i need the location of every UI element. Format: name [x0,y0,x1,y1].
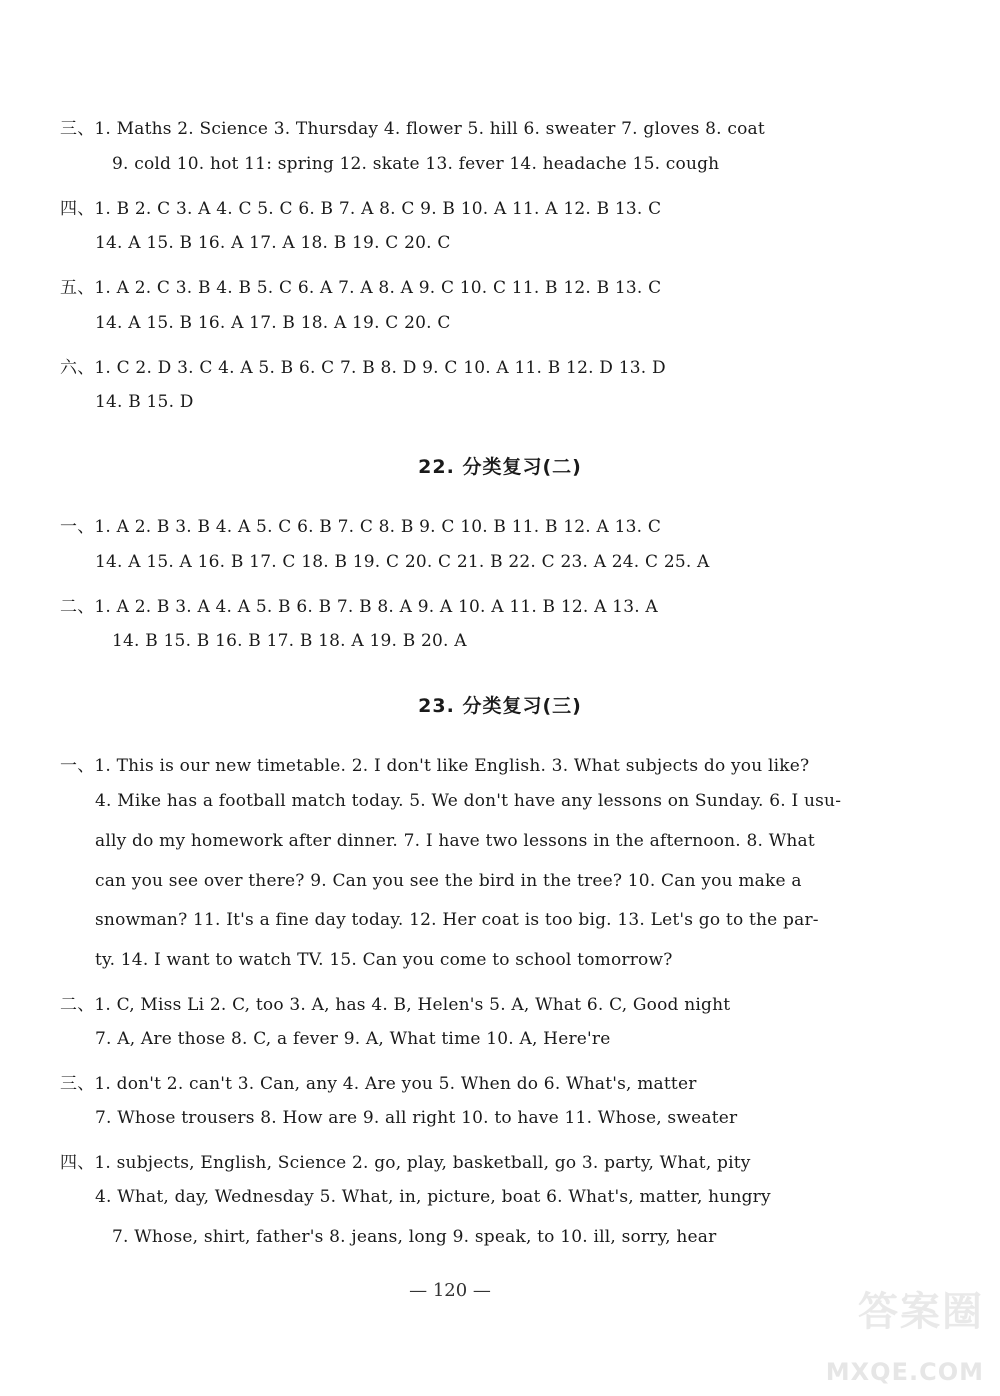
answer-line: 五、1. A 2. C 3. B 4. B 5. C 6. A 7. A 8. A 9. C 10. C 11. B 12. B 13. C [60,278,662,298]
watermark-text: 答案圈 [858,1289,984,1335]
answer-line: snowman? 11. It's a fine day today. 12. Her coat is too big. 13. Let's go to the par- [95,910,819,930]
answer-line: 二、1. A 2. B 3. A 4. A 5. B 6. B 7. B 8. A 9. A 10. A 11. B 12. A 13. A [60,597,658,617]
answer-line: ally do my homework after dinner. 7. I have two lessons in the afternoon. 8. What [95,831,815,851]
answer-line: 六、1. C 2. D 3. C 4. A 5. B 6. C 7. B 8. D 9. C 10. A 11. B 12. D 13. D [60,358,666,378]
page-number: — 120 — [409,1280,491,1301]
answer-line: 一、1. A 2. B 3. B 4. A 5. C 6. B 7. C 8. B 9. C 10. B 11. B 12. A 13. C [60,517,662,537]
answer-line: 7. Whose, shirt, father's 8. jeans, long 9. speak, to 10. ill, sorry, hear [112,1227,717,1247]
answer-line: 7. Whose trousers 8. How are 9. all right 10. to have 11. Whose, sweater [95,1108,738,1128]
answer-line: 14. A 15. B 16. A 17. B 18. A 19. C 20. C [95,313,451,333]
answer-line: 4. What, day, Wednesday 5. What, in, picture, boat 6. What's, matter, hungry [95,1187,771,1207]
answer-line: can you see over there? 9. Can you see the bird in the tree? 10. Can you make a [95,871,802,891]
answer-line: 14. A 15. A 16. B 17. C 18. B 19. C 20. C 21. B 22. C 23. A 24. C 25. A [95,552,710,572]
answer-line: 二、1. C, Miss Li 2. C, too 3. A, has 4. B, Helen's 5. A, What 6. C, Good night [60,995,731,1015]
watermark-url: MXQE.COM [825,1358,984,1386]
section-heading: 22. 分类复习(二) [418,456,582,478]
answer-line: 三、1. don't 2. can't 3. Can, any 4. Are you 5. When do 6. What's, matter [60,1074,697,1094]
answer-line: 四、1. subjects, English, Science 2. go, play, basketball, go 3. party, What, pity [60,1153,751,1173]
answer-line: 一、1. This is our new timetable. 2. I don't like English. 3. What subjects do you like? [60,756,810,776]
answer-line: 14. A 15. B 16. A 17. A 18. B 19. C 20. C [95,233,451,253]
answer-line: 9. cold 10. hot 11: spring 12. skate 13. fever 14. headache 15. cough [112,154,720,174]
answer-line: 7. A, Are those 8. C, a fever 9. A, What time 10. A, Here're [95,1029,611,1049]
answer-line: 14. B 15. D [95,392,194,412]
answer-line: 4. Mike has a football match today. 5. We don't have any lessons on Sunday. 6. I usu- [95,791,842,811]
answer-line: 四、1. B 2. C 3. A 4. C 5. C 6. B 7. A 8. C 9. B 10. A 11. A 12. B 13. C [60,199,662,219]
answer-line: 三、1. Maths 2. Science 3. Thursday 4. flower 5. hill 6. sweater 7. gloves 8. coat [60,119,765,139]
section-heading: 23. 分类复习(三) [418,695,582,717]
answer-line: ty. 14. I want to watch TV. 15. Can you come to school tomorrow? [95,950,673,970]
watermark-logo [825,1280,986,1388]
answer-line: 14. B 15. B 16. B 17. B 18. A 19. B 20. A [112,631,467,651]
